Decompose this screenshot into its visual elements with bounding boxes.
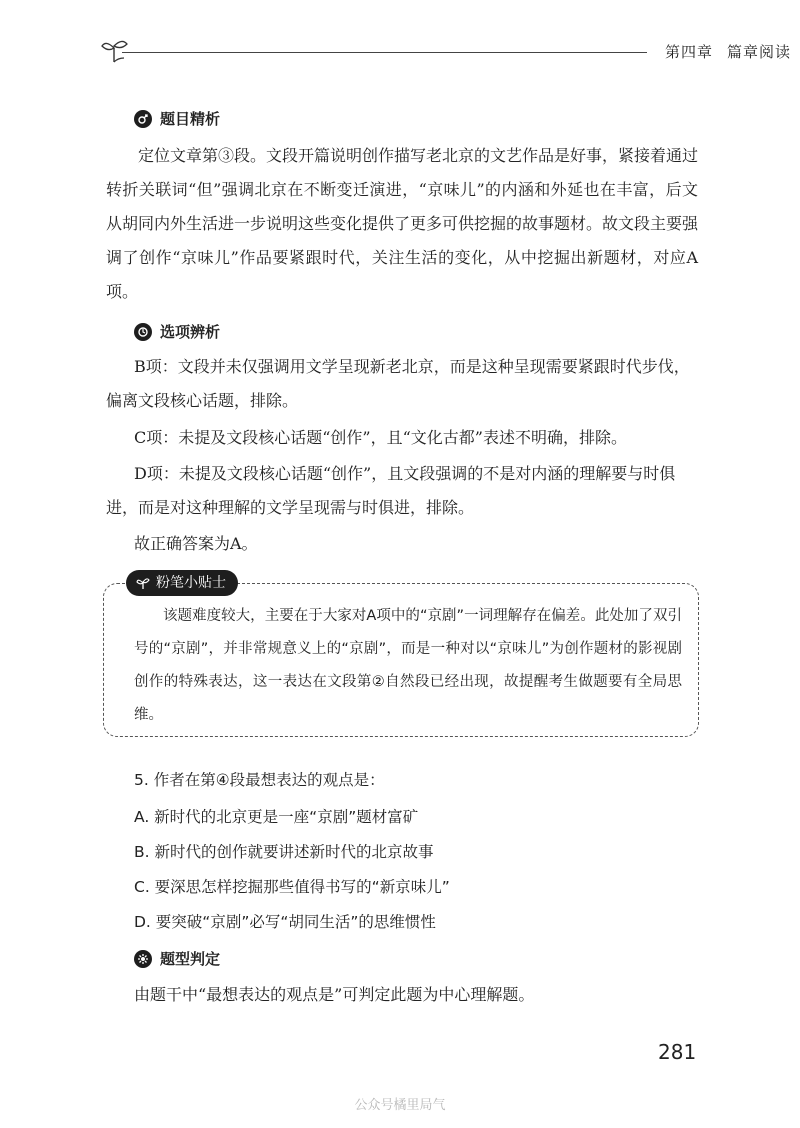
option-d-line-2: 进，而是对这种理解的文学呈现需与时俱进，排除。 xyxy=(106,498,475,517)
watermark: 公众号橘里局气 xyxy=(354,1098,446,1113)
page-header xyxy=(100,36,792,66)
option-c-line: C项：未提及文段核心话题“创作”，且“文化古都”表述不明确，排除。 xyxy=(134,428,627,447)
header-rule xyxy=(122,52,647,53)
option-b-line-1: B项：文段并未仅强调用文学呈现新老北京，而是这种呈现需要紧跟时代步伐， xyxy=(134,357,690,376)
tip-label: 粉笔小贴士 xyxy=(156,575,226,591)
sprout-icon xyxy=(100,36,130,64)
analysis-title: 题目精析 xyxy=(160,110,221,128)
options-heading xyxy=(134,321,220,342)
type-text: 由题干中“最想表达的观点是”可判定此题为中心理解题。 xyxy=(134,985,535,1004)
leaf-icon xyxy=(136,576,150,590)
analysis-paragraph: 定位文章第③段。文段开篇说明创作描写老北京的文艺作品是好事，紧接着通过转折关联词“但”强调北京在不断变迁演进，“京味儿”的内涵和外延也在丰富，后文从胡同内外生活进一步说明这些变化提供了更多可供挖掘的故事题材。故文段主要强调了创作“京味儿”作品要紧跟时代，关注生活的变化，从中挖掘出新题材，对应A项。 xyxy=(106,146,699,301)
analysis-heading xyxy=(134,108,220,129)
answer-line: 故正确答案为A。 xyxy=(134,534,258,553)
type-heading xyxy=(134,948,220,969)
tip-tag xyxy=(126,570,238,596)
option-d-line-1: D项：未提及文段核心话题“创作”，且文段强调的不是对内涵的理解要与时俱 xyxy=(134,464,676,483)
chapter-label: 第四章 xyxy=(665,43,714,61)
option-d: D. 要突破“京剧”必写“胡同生活”的思维惯性 xyxy=(134,913,436,931)
type-title: 题型判定 xyxy=(160,950,221,968)
option-b-line-2: 偏离文段核心话题，排除。 xyxy=(106,391,299,410)
options-title: 选项辨析 xyxy=(160,323,221,341)
section-label: 篇章阅读 xyxy=(727,43,792,61)
option-c: C. 要深思怎样挖掘那些值得书写的“新京味儿” xyxy=(134,878,450,896)
tip-text: 该题难度较大，主要在于大家对A项中的“京剧”一词理解存在偏差。此处加了双引号的“京剧”，并非常规意义上的“京剧”，而是一种对以“京味儿”为创作题材的影视剧创作的特殊表达，这一表达在文段第②自然段已经出现，故提醒考生做题要有全局思维。 xyxy=(134,608,682,723)
chapter-title xyxy=(665,41,791,62)
question-stem: 5. 作者在第④段最想表达的观点是： xyxy=(134,771,385,789)
analysis-badge-icon xyxy=(134,110,152,128)
option-b: B. 新时代的创作就要讲述新时代的北京故事 xyxy=(134,843,434,861)
option-a: A. 新时代的北京更是一座“京剧”题材富矿 xyxy=(134,808,419,826)
page-number: 281 xyxy=(658,1040,697,1064)
options-badge-icon xyxy=(134,323,152,341)
type-badge-icon xyxy=(134,950,152,968)
